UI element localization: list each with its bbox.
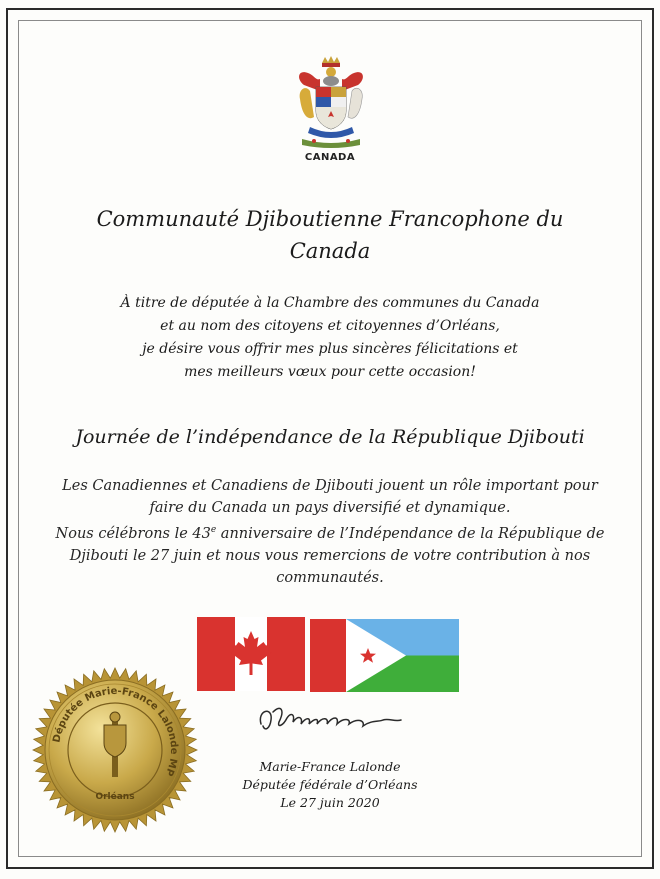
intro-line-2: et au nom des citoyens et citoyennes d’Orléans,: [160, 318, 500, 334]
intro-line-4: mes meilleurs vœux pour cette occasion!: [184, 364, 476, 380]
message-line-1: Les Canadiennes et Canadiens de Djibouti jouent un rôle important pour: [62, 478, 598, 494]
djibouti-flag-icon: [310, 619, 459, 692]
message-line-4: Djibouti le 27 juin et nous vous remercions de votre contribution à nos: [69, 547, 591, 564]
message-line-3-end: anniversaire de l’Indépendance de la République de: [216, 525, 605, 542]
country-label: CANADA: [304, 152, 356, 163]
organization-line-2: Canada: [289, 239, 371, 263]
recipient-organization: [60, 203, 600, 267]
canada-coat-of-arms-icon: [294, 55, 368, 151]
seal-bottom-text: Orléans: [95, 792, 135, 802]
message-line-3: [40, 519, 620, 545]
intro-paragraph: [60, 292, 600, 384]
canada-flag-icon: [197, 617, 305, 691]
signature-icon: [255, 700, 405, 740]
intro-line-1: À titre de députée à la Chambre des communes du Canada: [120, 295, 540, 311]
signer-title: Députée fédérale d’Orléans: [242, 777, 418, 792]
message-paragraph: [40, 475, 620, 589]
intro-line-3: je désire vous offrir mes plus sincères félicitations et: [142, 341, 518, 357]
occasion-title: Journée de l’indépendance de la République Djibouti: [75, 426, 585, 448]
signature-date: Le 27 juin 2020: [280, 795, 380, 810]
ordinal-superscript: e: [210, 525, 217, 535]
message-line-3-start: Nous célébrons le 43: [55, 525, 211, 542]
organization-line-1: Communauté Djiboutienne Francophone du: [96, 207, 564, 231]
seal-ring-text: Députée Marie-France Lalonde MP: [51, 685, 180, 778]
gold-seal-icon: [32, 667, 198, 833]
signer-name: Marie-France Lalonde: [259, 759, 401, 774]
signer-block: [220, 758, 440, 812]
message-line-2: faire du Canada un pays diversifié et dynamique.: [149, 500, 511, 516]
message-line-5: communautés.: [276, 569, 384, 586]
